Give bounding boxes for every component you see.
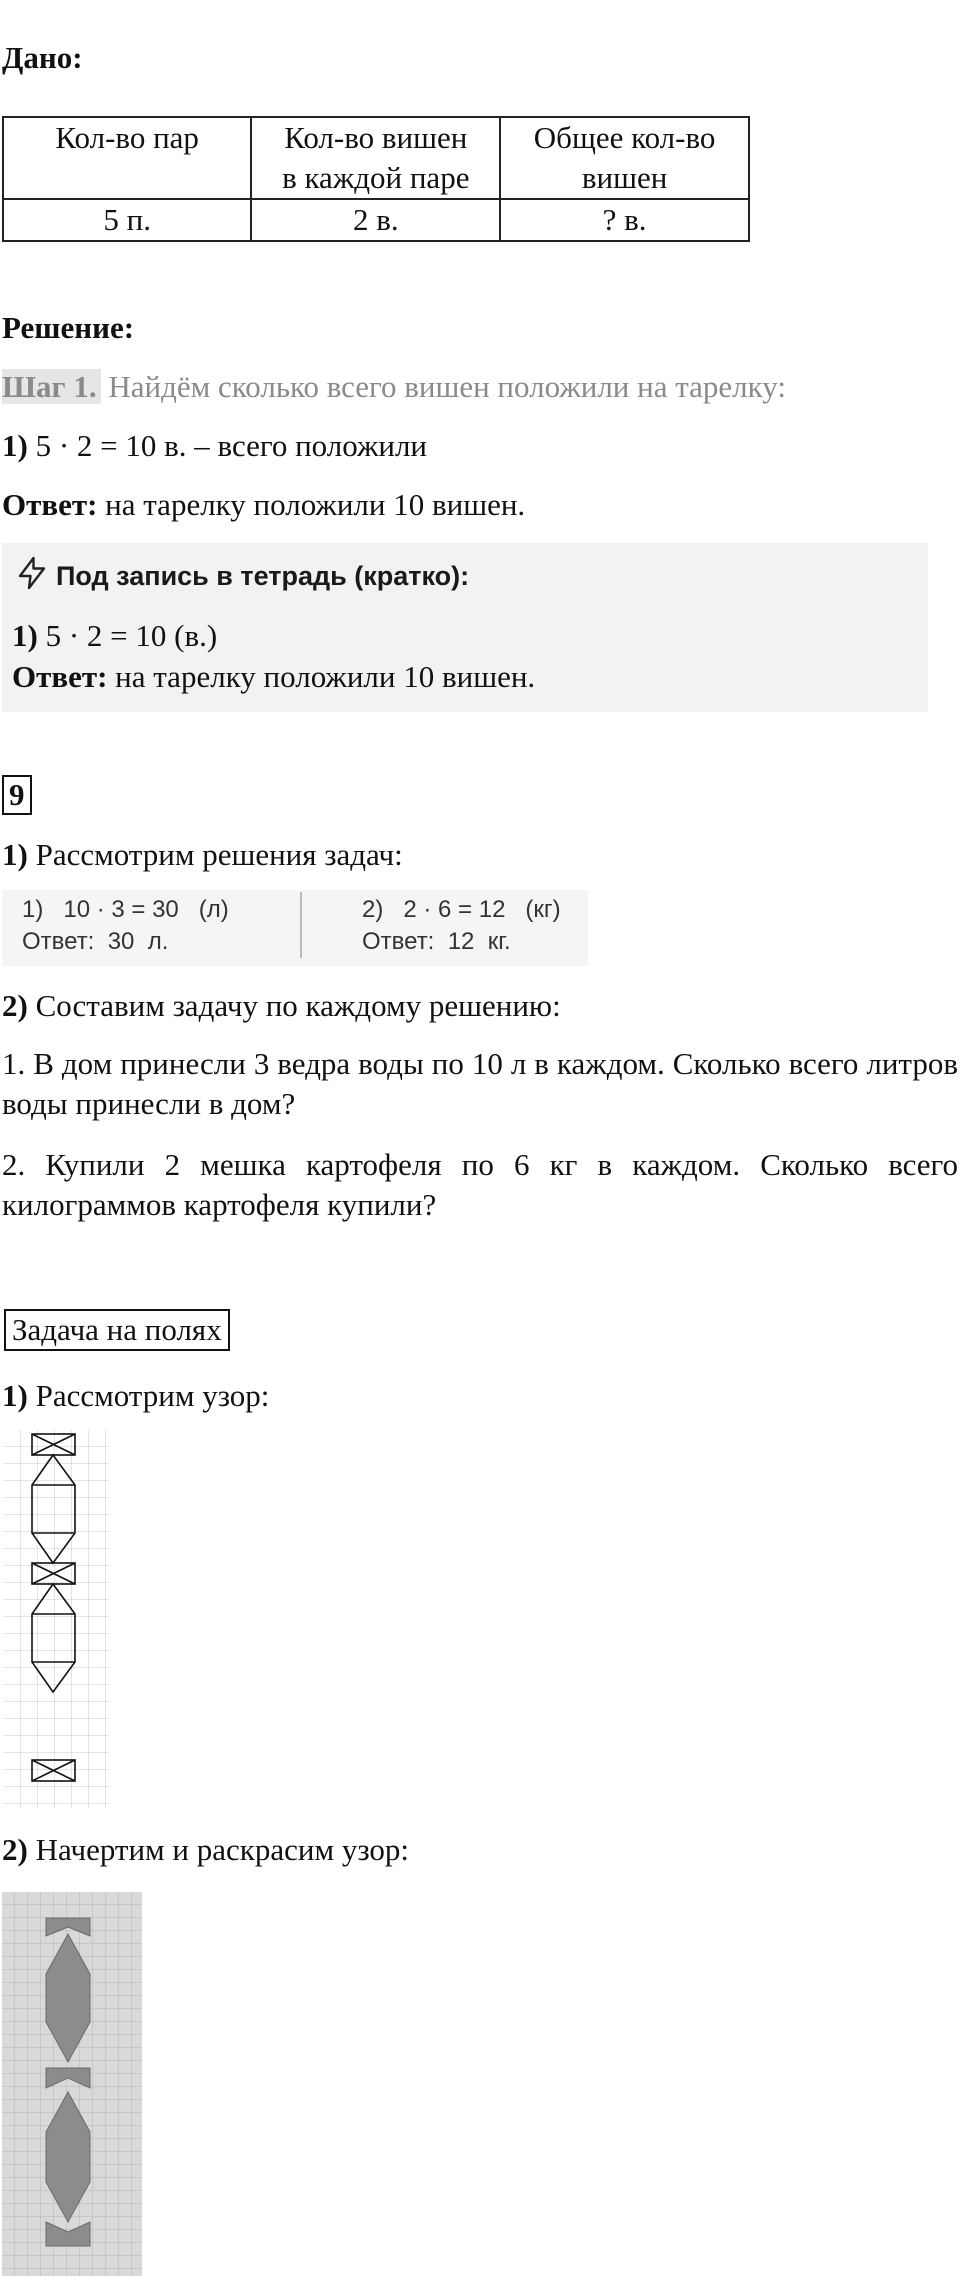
given-title: Дано: xyxy=(2,40,83,75)
margin-task-part-1: 1) Рассмотрим узор: xyxy=(2,1378,270,1413)
problem-1: 1. В дом принесли 3 ведра воды по 10 л в каждом. Сколько всего литров воды принесли в дом? xyxy=(2,1046,958,1121)
colored-pattern-drawing xyxy=(2,1892,142,2276)
table-header-row xyxy=(3,117,749,199)
task-number: 9 xyxy=(2,775,32,815)
header-cell-total: Общее кол-во вишен xyxy=(500,117,749,199)
given-table xyxy=(2,116,750,242)
task9-part-1: 1) Рассмотрим решения задач: xyxy=(2,837,403,872)
step-text: Найдём сколько всего вишен положили на тарелку: xyxy=(108,369,786,404)
margin-task-title: Задача на полях xyxy=(4,1309,230,1351)
solution-left-line-1: 1) 10 · 3 = 30 (л) xyxy=(22,896,229,923)
pattern-figure xyxy=(4,1430,109,1808)
problem-2: 2. Купили 2 мешка картофеля по 6 кг в каждом. Сколько всего килограммов картофеля купили? xyxy=(2,1147,958,1222)
solution-line-1: 1) 5 · 2 = 10 в. – всего положили xyxy=(2,428,428,463)
header-cell-per-pair: Кол-во вишен в каждой паре xyxy=(251,117,500,199)
value-cell-per-pair: 2 в. xyxy=(251,199,500,241)
notebook-answer: Ответ: на тарелку положили 10 вишен. xyxy=(12,659,536,694)
solution-left-line-2: Ответ: 30 л. xyxy=(22,928,169,955)
notebook-title: Под запись в тетрадь (кратко): xyxy=(56,561,470,591)
notebook-note xyxy=(2,543,928,712)
margin-task-part-2: 2) Начертим и раскрасим узор: xyxy=(2,1832,410,1867)
solution-right-line-1: 2) 2 · 6 = 12 (кг) xyxy=(362,896,561,923)
solution-right-line-2: Ответ: 12 кг. xyxy=(362,928,511,955)
value-cell-total: ? в. xyxy=(500,199,749,241)
divider xyxy=(300,892,302,958)
value-cell-pairs: 5 п. xyxy=(3,199,251,241)
step-1 xyxy=(2,367,786,407)
textbook-solutions xyxy=(2,890,588,966)
notebook-line-1: 1) 5 · 2 = 10 (в.) xyxy=(12,618,218,653)
step-label: Шаг 1. xyxy=(2,369,101,404)
lightning-icon xyxy=(14,555,50,600)
task9-part-2: 2) Составим задачу по каждому решению: xyxy=(2,988,561,1023)
notebook-title-row xyxy=(14,555,469,600)
solution-title: Решение: xyxy=(2,310,135,345)
table-row xyxy=(3,199,749,241)
header-cell-pairs: Кол-во пар xyxy=(3,117,251,199)
solution-answer: Ответ: на тарелку положили 10 вишен. xyxy=(2,487,526,522)
